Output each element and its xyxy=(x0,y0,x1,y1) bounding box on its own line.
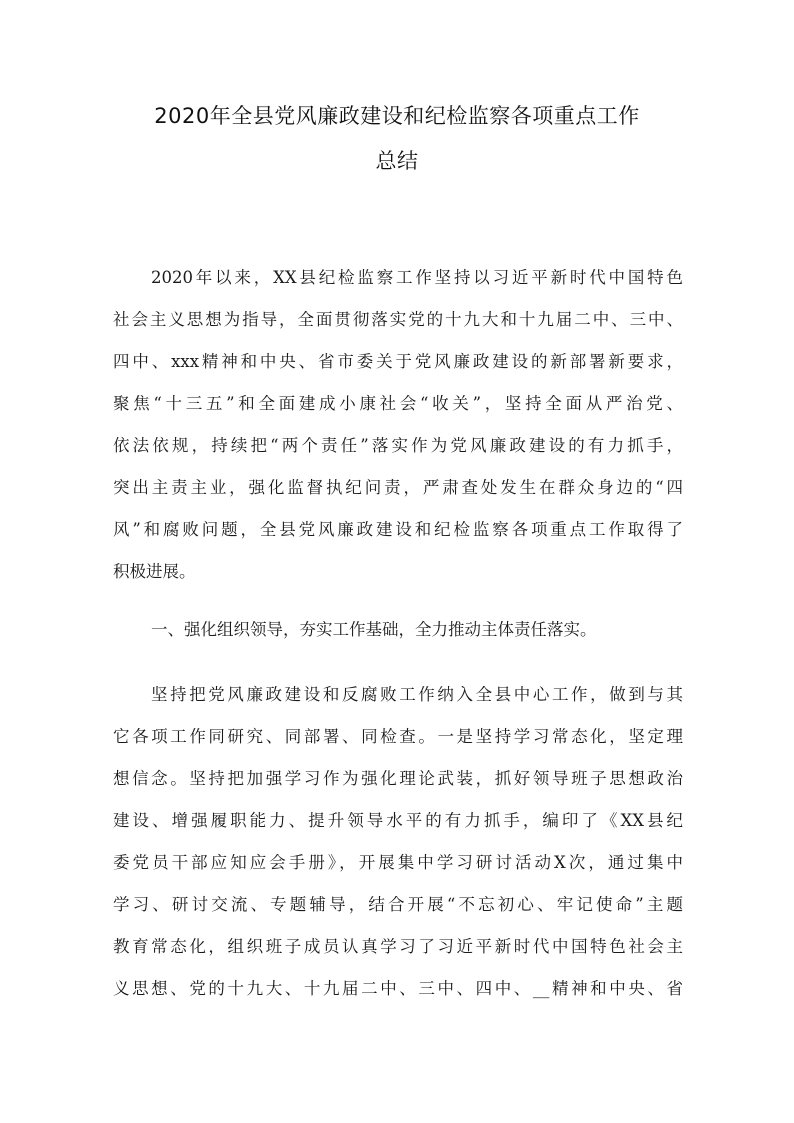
paragraph-line: 想信念。坚持把加强学习作为强化理论武装，抓好领导班子思想政治 xyxy=(113,769,683,788)
paragraph-line: 教育常态化，组织班子成员认真学习了习近平新时代中国特色社会主 xyxy=(113,937,683,956)
paragraph-line: 2020年以来，XX县纪检监察工作坚持以习近平新时代中国特色 xyxy=(151,268,683,287)
paragraph-line: 四中、xxx精神和中央、省市委关于党风廉政建设的新部署新要求， xyxy=(113,352,683,371)
document-title-line-1: 2020年全县党风廉政建设和纪检监察各项重点工作 xyxy=(154,104,640,128)
paragraph-line: 义思想、党的十九大、十九届二中、三中、四中、__精神和中央、省 xyxy=(113,979,683,998)
paragraph-line: 委党员干部应知应会手册》，开展集中学习研讨活动X次，通过集中 xyxy=(113,853,683,872)
paragraph-line: 突出主责主业，强化监督执纪问责，严肃查处发生在群众身边的“四 xyxy=(113,478,683,497)
document-title-line-2: 总结 xyxy=(375,149,419,173)
paragraph-line: 聚焦“十三五”和全面建成小康社会“收关”，坚持全面从严治党、 xyxy=(113,394,683,413)
section-heading-text: 一、强化组织领导，夯实工作基础，全力推动主体责任落实。 xyxy=(151,620,597,639)
paragraph-line: 社会主义思想为指导，全面贯彻落实党的十九大和十九届二中、三中、 xyxy=(113,310,683,329)
paragraph-line: 积极进展。 xyxy=(113,562,196,581)
paragraph-line: 建设、增强履职能力、提升领导水平的有力抓手，编印了《XX县纪 xyxy=(113,811,683,830)
paragraph-line: 风”和腐败问题，全县党风廉政建设和纪检监察各项重点工作取得了 xyxy=(113,520,683,539)
paragraph-line: 依法依规，持续把“两个责任”落实作为党风廉政建设的有力抓手， xyxy=(113,436,683,455)
paragraph-line: 坚持把党风廉政建设和反腐败工作纳入全县中心工作，做到与其 xyxy=(151,685,683,704)
paragraph-line: 学习、研讨交流、专题辅导，结合开展“不忘初心、牢记使命”主题 xyxy=(113,895,683,914)
paragraph-line: 它各项工作同研究、同部署、同检查。一是坚持学习常态化，坚定理 xyxy=(113,727,683,746)
